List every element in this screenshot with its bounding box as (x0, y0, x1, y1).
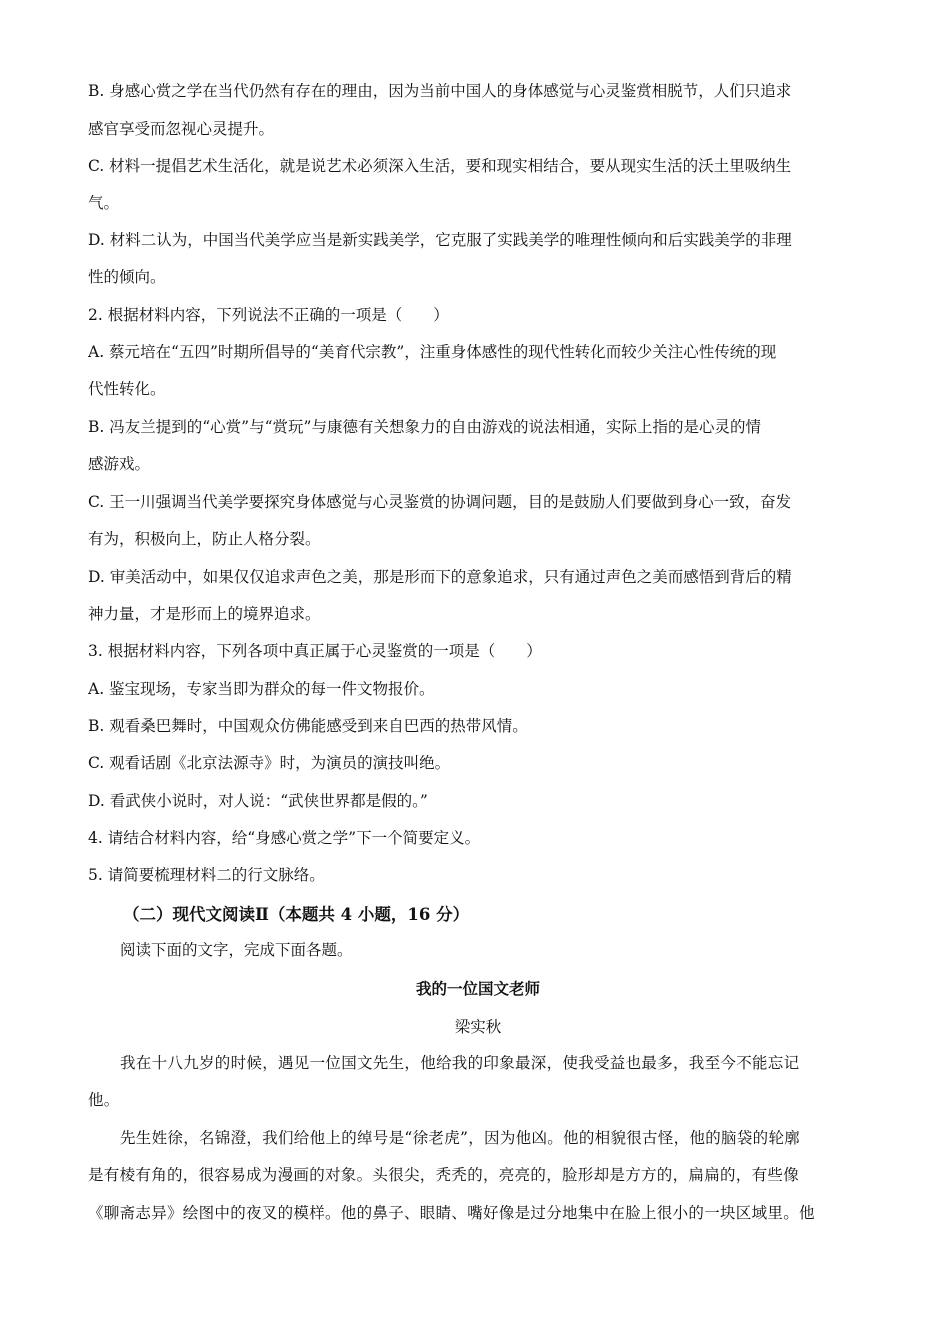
q1-option-d-line2: 性的倾向。 (88, 268, 166, 286)
q2-option-b-line2: 感游戏。 (88, 455, 151, 473)
paragraph-2-line2: 是有棱有角的，很容易成为漫画的对象。头很尖，秃秃的，亮亮的，脸形却是方方的，扁扁的，有些像 (88, 1166, 800, 1184)
section-title: （二）现代文阅读Ⅱ（本题共 4 小题，16 分） (123, 905, 470, 924)
q2-option-c-line1: C. 王一川强调当代美学要探究身体感觉与心灵鉴赏的协调问题，目的是鼓励人们要做到身心一致，奋发 (88, 493, 792, 511)
q2-option-b-line1: B. 冯友兰提到的“心赏”与“赏玩”与康德有关想象力的自由游戏的说法相通，实际上指的是心灵的情 (88, 418, 761, 436)
q3-option-a: A. 鉴宝现场，专家当即为群众的每一件文物报价。 (88, 680, 435, 698)
q2-option-a-line1: A. 蔡元培在“五四”时期所倡导的“美育代宗教”，注重身体感性的现代性转化而较少关注心性传统的现 (88, 343, 777, 361)
q4-stem: 4. 请结合材料内容，给“身感心赏之学”下一个简要定义。 (88, 829, 481, 847)
paragraph-1-line1: 我在十八九岁的时候，遇见一位国文先生，他给我的印象最深，使我受益也最多，我至今不能忘记 (120, 1054, 800, 1072)
q3-option-d: D. 看武侠小说时，对人说：“武侠世界都是假的。” (88, 792, 428, 810)
q3-option-b: B. 观看桑巴舞时，中国观众仿佛能感受到来自巴西的热带风情。 (88, 717, 528, 735)
q3-option-c: C. 观看话剧《北京法源寺》时，为演员的演技叫绝。 (88, 754, 451, 772)
q5-stem: 5. 请简要梳理材料二的行文脉络。 (88, 866, 325, 884)
q1-option-b-line2: 感官享受而忽视心灵提升。 (88, 120, 275, 138)
article-author: 梁实秋 (454, 1018, 502, 1036)
paragraph-1-line2: 他。 (88, 1091, 120, 1109)
section-instruction: 阅读下面的文字，完成下面各题。 (120, 941, 353, 959)
q1-option-b-line1: B. 身感心赏之学在当代仍然有存在的理由，因为当前中国人的身体感觉与心灵鉴赏相脱节，人们只追求 (88, 82, 792, 100)
q2-option-a-line2: 代性转化。 (88, 380, 166, 398)
q1-option-c-line2: 气。 (88, 194, 120, 212)
paragraph-2-line3: 《聊斋志异》绘图中的夜叉的模样。他的鼻子、眼睛、嘴好像是过分地集中在脸上很小的一块区域里。他 (88, 1204, 815, 1222)
q2-option-d-line2: 神力量，才是形而上的境界追求。 (88, 605, 321, 623)
q2-option-c-line2: 有为，积极向上，防止人格分裂。 (88, 530, 321, 548)
q3-stem: 3. 根据材料内容，下列各项中真正属于心灵鉴赏的一项是（ ） (88, 642, 542, 660)
q2-option-d-line1: D. 审美活动中，如果仅仅追求声色之美，那是形而下的意象追求，只有通过声色之美而感悟到背后的精 (88, 568, 792, 586)
article-title: 我的一位国文老师 (415, 979, 540, 998)
paragraph-2-line1: 先生姓徐，名锦澄，我们给他上的绰号是“徐老虎”，因为他凶。他的相貌很古怪，他的脑袋的轮廓 (120, 1129, 801, 1147)
q2-stem: 2. 根据材料内容，下列说法不正确的一项是（ ） (88, 306, 449, 324)
q1-option-d-line1: D. 材料二认为，中国当代美学应当是新实践美学，它克服了实践美学的唯理性倾向和后实践美学的非理 (88, 231, 792, 249)
q1-option-c-line1: C. 材料一提倡艺术生活化，就是说艺术必须深入生活，要和现实相结合，要从现实生活的沃土里吸纳生 (88, 157, 792, 175)
